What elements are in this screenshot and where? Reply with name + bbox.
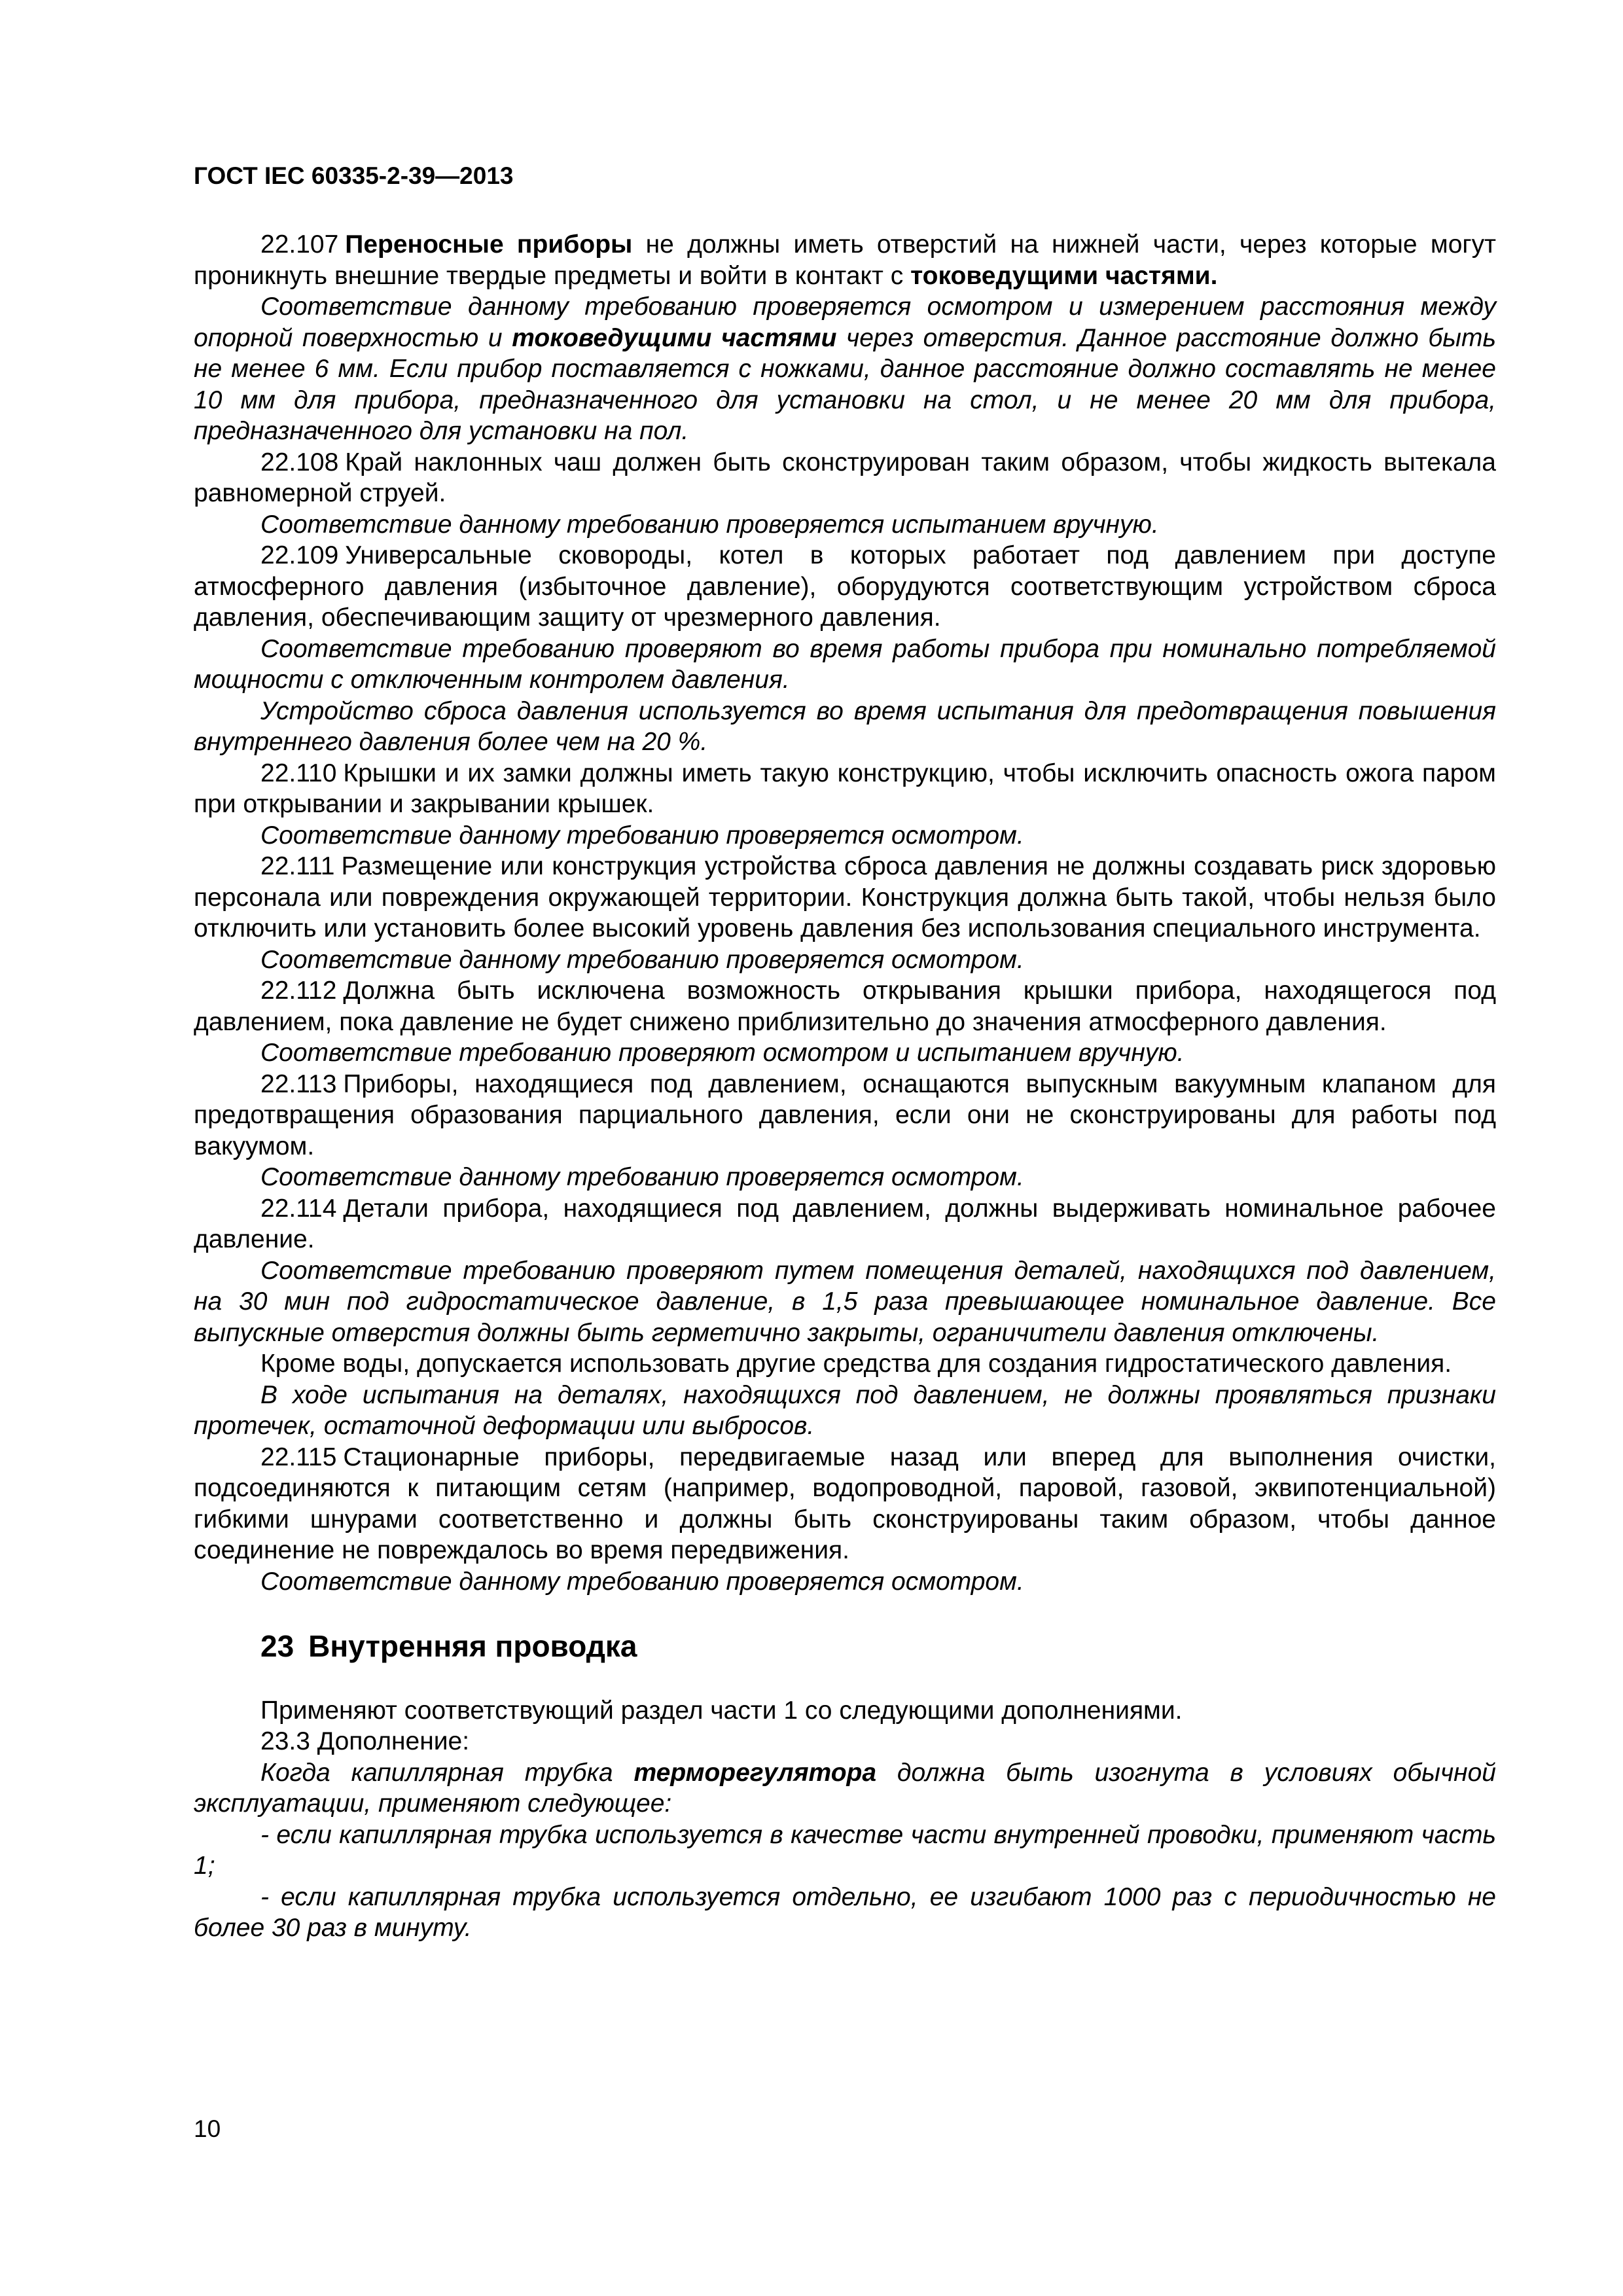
list-item [194,1820,1496,1882]
clause-text: Приборы, находящиеся под давлением, оснащаются выпускным вакуумным клапаном для предотвращения образования парциального давления, если они не сконструированы для работы под вакуумом. [194,1069,1496,1160]
clause-number: 22.113 [260,1069,337,1098]
note-text: через отверстия. Данное расстояние должно быть не менее 6 мм. Если прибор поставляется с ножками, данное расстояние должно составлять не менее 10 мм для прибора, предназначенного для установки на стол, и не менее 20 мм для прибора, предназначенного для установки на пол. [194,323,1497,445]
clause-22-107 [194,229,1496,291]
document-body [194,229,1496,1944]
compliance-note [194,1566,1496,1598]
clause-text: Стационарные приборы, передвигаемые назад или вперед для выполнения очистки, подсоединяются к питающим сетям (например, водопроводной, паровой, газовой, эквипотенциальной) гибкими шнурами соответственно и должны быть сконструированы таким образом, чтобы данное соединение не повреждалось во время передвижения. [194,1443,1496,1564]
compliance-note [194,1757,1496,1820]
clause-number: 22.109 [260,541,339,569]
defined-term: токоведущими частями [512,323,837,352]
note-text: Соответствие данному требованию проверяется осмотром. [260,1567,1024,1596]
note-text: Устройство сброса давления используется во время испытания для предотвращения повышения внутреннего давления более чем на 20 %. [194,696,1496,756]
section-intro [194,1695,1496,1727]
note-text: Соответствие требованию проверяют путем помещения деталей, находящихся под давлением, на 30 мин под гидростатическое давление, в 1,5 раза превышающее номинальное давление. Все выпускные отверстия должны быть герметично закрыты, ограничители давления отключены. [194,1256,1496,1347]
clause-text: Должна быть исключена возможность открывания крышки прибора, находящегося под давлением, пока давление не будет снижено приблизительно до значения атмосферного давления. [194,977,1496,1036]
clause-text: Край наклонных чаш должен быть сконструирован таким образом, чтобы жидкость вытекала равномерной струей. [194,448,1496,507]
defined-term: терморегулятора [633,1758,877,1787]
clause-number: 22.115 [260,1443,337,1471]
compliance-note [194,944,1496,976]
compliance-note [194,1380,1496,1442]
clause-number: 22.111 [260,852,335,880]
clause-number: 22.114 [260,1194,337,1223]
clause-text: Применяют соответствующий раздел части 1 со следующими дополнениями. [260,1696,1183,1725]
clause-number: 22.110 [260,759,337,787]
clause-text: Универсальные сковороды, котел в которых работает под давлением при доступе атмосферного давления (избыточное давление), оборудуются соответствующим устройством сброса давления, обеспечивающим защиту от чрезмерного давления. [194,541,1496,632]
section-title: Внутренняя проводка [308,1629,637,1663]
clause-number: 22.108 [260,448,339,476]
note-text: Соответствие данному требованию проверяется испытанием вручную. [260,510,1159,539]
note-text: Соответствие требованию проверяют осмотром и испытанием вручную. [260,1039,1185,1067]
defined-term: Переносные приборы [345,230,633,259]
document-header: ГОСТ IEC 60335-2-39—2013 [194,162,514,189]
section-heading [260,1631,1496,1662]
compliance-note [194,291,1496,447]
clause-text: Размещение или конструкция устройства сброса давления не должны создавать риск здоровью персонала или повреждения окружающей территории. Конструкция должна быть такой, чтобы нельзя было отключить или установить более высокий уровень давления без использования специального инструмента. [194,852,1496,942]
note-text: В ходе испытания на деталях, находящихся под давлением, не должны проявляться признаки протечек, остаточной деформации или выбросов. [194,1380,1496,1440]
clause-number: 22.107 [260,230,339,259]
compliance-note [194,634,1496,696]
compliance-note [194,1162,1496,1193]
compliance-note [194,509,1496,541]
clause-text-paragraph [194,1348,1496,1380]
compliance-note [194,696,1496,758]
note-text: должна быть изогнута в условиях обычной эксплуатации, применяют следующее: [194,1758,1496,1818]
note-text: Соответствие данному требованию проверяется осмотром и измерением расстояния между опорной поверхностью и [194,293,1496,352]
clause-text: Крышки и их замки должны иметь такую конструкцию, чтобы исключить опасность ожога паром при открывании и закрывании крышек. [194,759,1496,818]
clause-22-111 [194,851,1496,944]
clause-text: 23.3 Дополнение: [260,1727,470,1755]
compliance-note [194,1255,1496,1349]
note-text: - если капиллярная трубка используется в качестве части внутренней проводки, применяют часть 1; [194,1820,1496,1880]
clause-22-110 [194,758,1496,820]
clause-text: Детали прибора, находящиеся под давлением, должны выдерживать номинальное рабочее давление. [194,1194,1496,1253]
list-item [194,1882,1496,1944]
section-number: 23 [260,1629,294,1663]
defined-term: токоведущими частями. [910,261,1218,290]
page-number: 10 [194,2115,221,2142]
note-text: Соответствие данному требованию проверяется осмотром. [260,821,1024,850]
clause-22-109 [194,540,1496,634]
note-text: Соответствие требованию проверяют во время работы прибора при номинально потребляемой мощности с отключенным контролем давления. [194,634,1496,694]
note-text: Когда капиллярная трубка [260,1758,634,1787]
clause-23-3 [194,1726,1496,1757]
note-text: Соответствие данному требованию проверяется осмотром. [260,1163,1024,1191]
clause-22-114 [194,1193,1496,1255]
compliance-note [194,1037,1496,1069]
clause-text: не должны иметь отверстий на нижней части, через которые могут проникнуть внешние твердые предметы и войти в контакт с [194,230,1496,290]
clause-22-112 [194,975,1496,1037]
clause-text: Кроме воды, допускается использовать другие средства для создания гидростатического давления. [260,1350,1452,1378]
clause-22-115 [194,1442,1496,1566]
compliance-note [194,820,1496,852]
clause-22-108 [194,447,1496,509]
note-text: Соответствие данному требованию проверяется осмотром. [260,945,1024,974]
clause-22-113 [194,1069,1496,1162]
note-text: - если капиллярная трубка используется отдельно, ее изгибают 1000 раз с периодичностью не более 30 раз в минуту. [194,1882,1496,1942]
clause-number: 22.112 [260,977,337,1005]
